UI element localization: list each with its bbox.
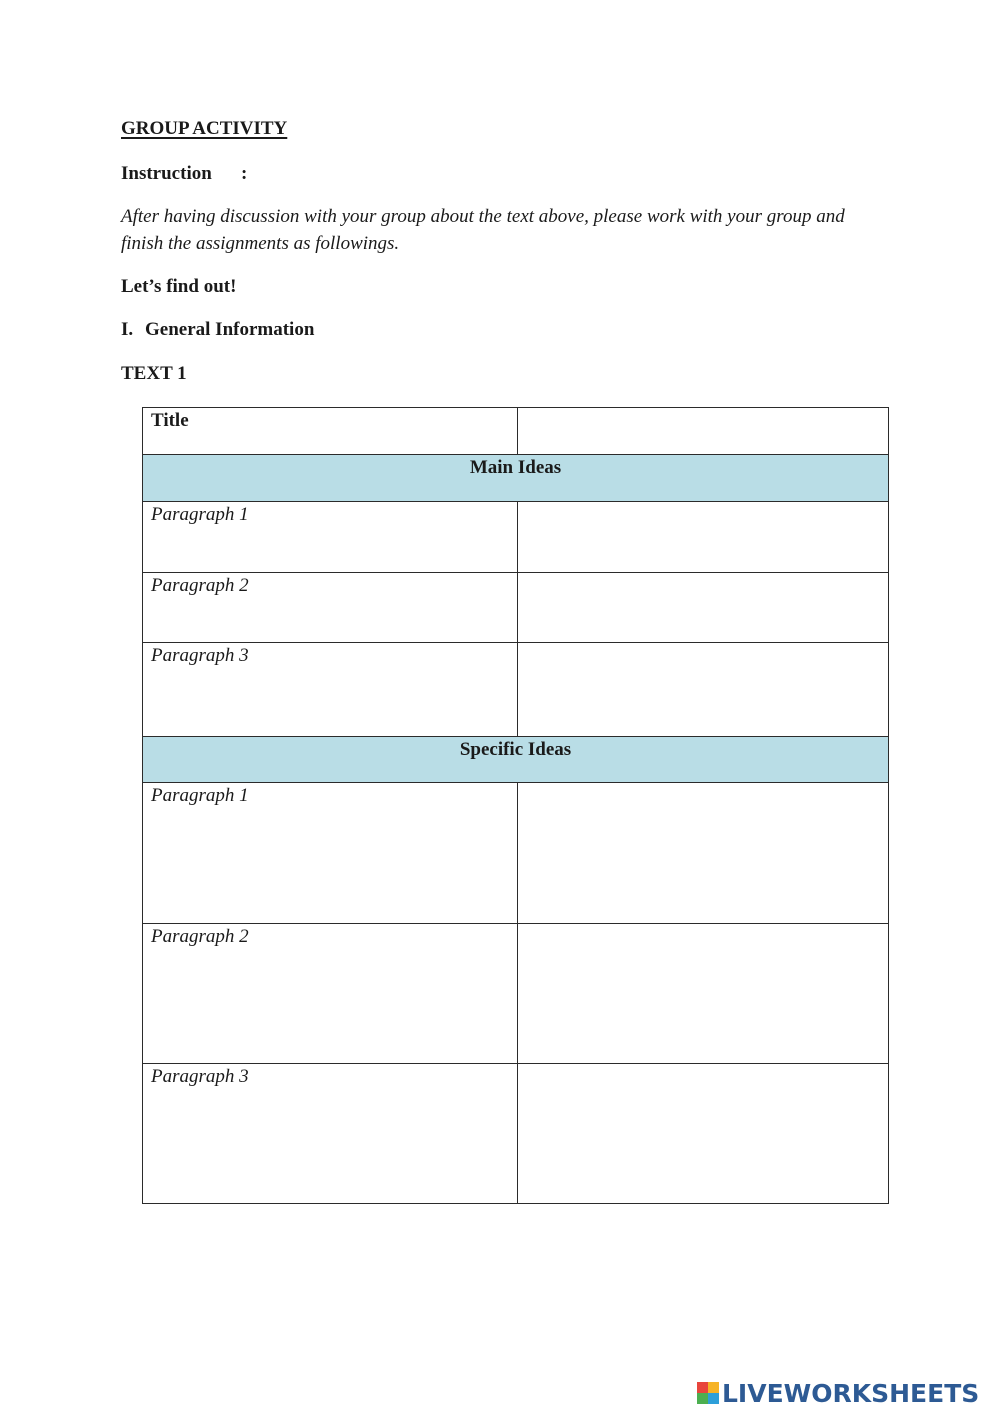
section-title: General Information [145, 319, 315, 340]
section-heading [121, 319, 314, 341]
specific-ideas-header: Specific Ideas [143, 737, 889, 783]
liveworksheets-logo-icon [697, 1382, 719, 1404]
table-row [143, 643, 889, 737]
logo-square-1 [697, 1382, 708, 1393]
table-row [143, 455, 889, 502]
main-idea-label-2: Paragraph 2 [143, 573, 518, 643]
ideas-table [142, 407, 889, 1204]
instruction-colon: : [241, 163, 248, 184]
table-row [143, 502, 889, 573]
page-heading: GROUP ACTIVITY [121, 118, 288, 139]
table-row [143, 924, 889, 1064]
brand-name: LIVEWORKSHEETS [722, 1378, 980, 1408]
logo-square-4 [708, 1393, 719, 1404]
logo-square-3 [697, 1393, 708, 1404]
specific-idea-answer-3[interactable] [518, 1064, 889, 1204]
title-answer-cell[interactable] [518, 408, 889, 455]
specific-idea-answer-1[interactable] [518, 783, 889, 924]
specific-idea-label-1: Paragraph 1 [143, 783, 518, 924]
text-label: TEXT 1 [121, 363, 187, 384]
specific-idea-label-2: Paragraph 2 [143, 924, 518, 1064]
table-row [143, 783, 889, 924]
table-row [143, 1064, 889, 1204]
section-number: I. [121, 319, 134, 340]
instruction-label: Instruction [121, 163, 212, 184]
liveworksheets-logo [697, 1378, 979, 1408]
instruction-text: After having discussion with your group about the text above, please work with your group and finish the assignments as followings. [121, 206, 845, 254]
title-label-cell: Title [143, 408, 518, 455]
main-idea-answer-2[interactable] [518, 573, 889, 643]
main-idea-label-3: Paragraph 3 [143, 643, 518, 737]
prompt-text: Let’s find out! [121, 276, 237, 297]
main-ideas-header: Main Ideas [143, 455, 889, 502]
table-row [143, 408, 889, 455]
specific-idea-answer-2[interactable] [518, 924, 889, 1064]
specific-idea-label-3: Paragraph 3 [143, 1064, 518, 1204]
table-row [143, 737, 889, 783]
logo-square-2 [708, 1382, 719, 1393]
main-idea-label-1: Paragraph 1 [143, 502, 518, 573]
main-idea-answer-1[interactable] [518, 502, 889, 573]
main-idea-answer-3[interactable] [518, 643, 889, 737]
table-row [143, 573, 889, 643]
